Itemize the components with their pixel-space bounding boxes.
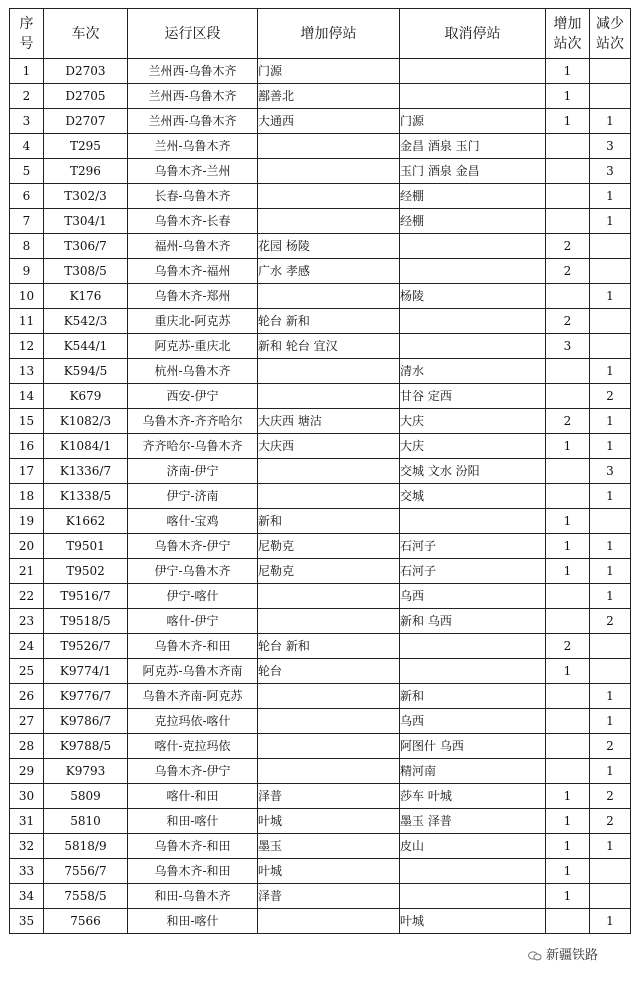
cell-added-stops: 泽普 — [258, 784, 400, 809]
cell-route: 喀什-宝鸡 — [128, 509, 258, 534]
cell-index: 28 — [10, 734, 44, 759]
cell-added-stops — [258, 484, 400, 509]
cell-index: 11 — [10, 309, 44, 334]
cell-removed-count: 1 — [590, 559, 631, 584]
cell-removed-stops: 阿图什 乌西 — [400, 734, 546, 759]
cell-added-count: 1 — [546, 434, 590, 459]
header-train: 车次 — [44, 9, 128, 59]
cell-route: 西安-伊宁 — [128, 384, 258, 409]
table-row — [10, 209, 631, 234]
table-row — [10, 184, 631, 209]
cell-added-count — [546, 609, 590, 634]
cell-train: K9776/7 — [44, 684, 128, 709]
train-stop-changes-table — [9, 8, 631, 934]
table-row — [10, 284, 631, 309]
cell-route: 乌鲁木齐-福州 — [128, 259, 258, 284]
cell-removed-stops: 莎车 叶城 — [400, 784, 546, 809]
cell-added-stops — [258, 159, 400, 184]
cell-removed-count: 2 — [590, 784, 631, 809]
cell-added-count: 3 — [546, 334, 590, 359]
cell-added-count — [546, 459, 590, 484]
cell-route: 和田-喀什 — [128, 809, 258, 834]
cell-index: 2 — [10, 84, 44, 109]
cell-index: 16 — [10, 434, 44, 459]
cell-removed-count: 3 — [590, 459, 631, 484]
cell-index: 22 — [10, 584, 44, 609]
cell-removed-count — [590, 309, 631, 334]
cell-route: 伊宁-济南 — [128, 484, 258, 509]
cell-train: K9774/1 — [44, 659, 128, 684]
cell-index: 17 — [10, 459, 44, 484]
cell-train: K9788/5 — [44, 734, 128, 759]
cell-removed-stops: 清水 — [400, 359, 546, 384]
cell-added-count: 2 — [546, 409, 590, 434]
table-row — [10, 709, 631, 734]
cell-added-stops: 大通西 — [258, 109, 400, 134]
cell-added-count: 1 — [546, 834, 590, 859]
cell-removed-stops — [400, 334, 546, 359]
cell-removed-count: 2 — [590, 809, 631, 834]
cell-train: D2705 — [44, 84, 128, 109]
cell-index: 24 — [10, 634, 44, 659]
cell-removed-count: 2 — [590, 609, 631, 634]
cell-added-count: 2 — [546, 309, 590, 334]
cell-added-count — [546, 184, 590, 209]
header-index: 序号 — [10, 9, 44, 59]
cell-index: 1 — [10, 59, 44, 84]
cell-added-stops: 轮台 新和 — [258, 634, 400, 659]
table-row — [10, 459, 631, 484]
cell-added-count: 1 — [546, 884, 590, 909]
cell-removed-stops — [400, 859, 546, 884]
cell-removed-count: 1 — [590, 534, 631, 559]
cell-added-stops: 墨玉 — [258, 834, 400, 859]
cell-added-count: 1 — [546, 534, 590, 559]
cell-index: 21 — [10, 559, 44, 584]
cell-added-count: 2 — [546, 234, 590, 259]
cell-removed-stops: 经棚 — [400, 209, 546, 234]
cell-added-count — [546, 159, 590, 184]
cell-added-count — [546, 284, 590, 309]
cell-route: 克拉玛依-喀什 — [128, 709, 258, 734]
cell-added-stops — [258, 459, 400, 484]
cell-train: K1084/1 — [44, 434, 128, 459]
cell-index: 10 — [10, 284, 44, 309]
table-row — [10, 634, 631, 659]
cell-added-stops: 新和 轮台 宜汉 — [258, 334, 400, 359]
cell-index: 5 — [10, 159, 44, 184]
table-row — [10, 84, 631, 109]
cell-index: 32 — [10, 834, 44, 859]
cell-removed-count — [590, 259, 631, 284]
cell-route: 济南-伊宁 — [128, 459, 258, 484]
table-row — [10, 834, 631, 859]
cell-route: 喀什-和田 — [128, 784, 258, 809]
cell-train: 7556/7 — [44, 859, 128, 884]
cell-removed-stops: 新和 — [400, 684, 546, 709]
cell-train: K9786/7 — [44, 709, 128, 734]
cell-index: 14 — [10, 384, 44, 409]
cell-train: T308/5 — [44, 259, 128, 284]
cell-added-count: 1 — [546, 59, 590, 84]
cell-added-stops: 大庆西 塘沽 — [258, 409, 400, 434]
table-row — [10, 234, 631, 259]
cell-index: 4 — [10, 134, 44, 159]
table-row — [10, 534, 631, 559]
cell-removed-stops: 门源 — [400, 109, 546, 134]
cell-removed-stops: 精河南 — [400, 759, 546, 784]
table-row — [10, 809, 631, 834]
cell-index: 3 — [10, 109, 44, 134]
table-row — [10, 134, 631, 159]
table-row — [10, 684, 631, 709]
table-row — [10, 109, 631, 134]
cell-index: 13 — [10, 359, 44, 384]
cell-removed-stops: 石河子 — [400, 534, 546, 559]
table-row — [10, 759, 631, 784]
cell-train: K544/1 — [44, 334, 128, 359]
cell-removed-count: 1 — [590, 684, 631, 709]
cell-removed-stops: 金昌 酒泉 玉门 — [400, 134, 546, 159]
cell-route: 福州-乌鲁木齐 — [128, 234, 258, 259]
cell-train: T9518/5 — [44, 609, 128, 634]
cell-removed-count: 1 — [590, 409, 631, 434]
table-row — [10, 659, 631, 684]
cell-removed-count: 2 — [590, 734, 631, 759]
cell-added-stops: 尼勒克 — [258, 534, 400, 559]
cell-removed-stops — [400, 884, 546, 909]
cell-index: 15 — [10, 409, 44, 434]
cell-added-stops — [258, 709, 400, 734]
table-row — [10, 259, 631, 284]
cell-added-count — [546, 734, 590, 759]
cell-index: 27 — [10, 709, 44, 734]
cell-removed-stops: 大庆 — [400, 434, 546, 459]
cell-train: 5810 — [44, 809, 128, 834]
cell-train: T302/3 — [44, 184, 128, 209]
cell-train: D2707 — [44, 109, 128, 134]
cell-added-stops — [258, 759, 400, 784]
cell-removed-stops: 大庆 — [400, 409, 546, 434]
cell-added-count: 1 — [546, 659, 590, 684]
cell-added-count: 1 — [546, 509, 590, 534]
header-removed-stops: 取消停站 — [400, 9, 546, 59]
cell-train: T304/1 — [44, 209, 128, 234]
cell-added-stops — [258, 284, 400, 309]
cell-train: 5818/9 — [44, 834, 128, 859]
cell-removed-count: 1 — [590, 359, 631, 384]
cell-index: 6 — [10, 184, 44, 209]
table-row — [10, 484, 631, 509]
cell-removed-stops: 玉门 酒泉 金昌 — [400, 159, 546, 184]
cell-added-stops — [258, 184, 400, 209]
cell-removed-count — [590, 659, 631, 684]
table-row — [10, 559, 631, 584]
cell-removed-count: 2 — [590, 384, 631, 409]
cell-removed-count — [590, 234, 631, 259]
cell-train: D2703 — [44, 59, 128, 84]
cell-train: K9793 — [44, 759, 128, 784]
cell-index: 12 — [10, 334, 44, 359]
cell-index: 33 — [10, 859, 44, 884]
cell-train: T306/7 — [44, 234, 128, 259]
cell-removed-count: 1 — [590, 184, 631, 209]
watermark — [528, 944, 598, 963]
cell-removed-stops — [400, 309, 546, 334]
cell-added-count — [546, 684, 590, 709]
cell-added-count — [546, 584, 590, 609]
cell-train: K679 — [44, 384, 128, 409]
header-removed-count: 减少站次 — [590, 9, 631, 59]
cell-removed-count — [590, 59, 631, 84]
cell-index: 8 — [10, 234, 44, 259]
cell-added-stops — [258, 909, 400, 934]
cell-train: T295 — [44, 134, 128, 159]
cell-route: 阿克苏-重庆北 — [128, 334, 258, 359]
cell-added-stops: 广水 孝感 — [258, 259, 400, 284]
cell-route: 兰州西-乌鲁木齐 — [128, 59, 258, 84]
cell-train: 5809 — [44, 784, 128, 809]
cell-removed-count: 1 — [590, 759, 631, 784]
cell-index: 18 — [10, 484, 44, 509]
cell-removed-stops: 乌西 — [400, 709, 546, 734]
cell-added-count: 1 — [546, 109, 590, 134]
cell-route: 乌鲁木齐-和田 — [128, 834, 258, 859]
cell-removed-count: 1 — [590, 434, 631, 459]
cell-added-stops — [258, 584, 400, 609]
cell-added-count — [546, 909, 590, 934]
cell-removed-count — [590, 84, 631, 109]
cell-route: 乌鲁木齐-齐齐哈尔 — [128, 409, 258, 434]
cell-added-stops — [258, 384, 400, 409]
table-header-row — [10, 9, 631, 59]
cell-added-count: 1 — [546, 809, 590, 834]
cell-train: K542/3 — [44, 309, 128, 334]
header-added-stops: 增加停站 — [258, 9, 400, 59]
cell-added-stops: 新和 — [258, 509, 400, 534]
cell-removed-stops: 乌西 — [400, 584, 546, 609]
cell-train: K176 — [44, 284, 128, 309]
table-row — [10, 509, 631, 534]
table-row — [10, 384, 631, 409]
cell-train: T9502 — [44, 559, 128, 584]
cell-added-stops — [258, 359, 400, 384]
cell-train: T9516/7 — [44, 584, 128, 609]
cell-route: 乌鲁木齐-郑州 — [128, 284, 258, 309]
cell-index: 25 — [10, 659, 44, 684]
cell-removed-stops: 杨陵 — [400, 284, 546, 309]
cell-removed-count: 3 — [590, 159, 631, 184]
cell-removed-count: 1 — [590, 709, 631, 734]
cell-removed-stops: 石河子 — [400, 559, 546, 584]
cell-removed-stops — [400, 84, 546, 109]
cell-added-stops: 泽普 — [258, 884, 400, 909]
cell-added-count — [546, 359, 590, 384]
table-row — [10, 734, 631, 759]
cell-route: 重庆北-阿克苏 — [128, 309, 258, 334]
cell-route: 乌鲁木齐-伊宁 — [128, 759, 258, 784]
cell-index: 29 — [10, 759, 44, 784]
table-row — [10, 884, 631, 909]
table-row — [10, 859, 631, 884]
cell-train: K594/5 — [44, 359, 128, 384]
cell-added-stops: 花园 杨陵 — [258, 234, 400, 259]
cell-index: 19 — [10, 509, 44, 534]
cell-added-count — [546, 209, 590, 234]
cell-route: 长春-乌鲁木齐 — [128, 184, 258, 209]
cell-removed-stops: 皮山 — [400, 834, 546, 859]
cell-added-count: 2 — [546, 259, 590, 284]
watermark-text: 新疆铁路 — [546, 948, 599, 963]
cell-route: 乌鲁木齐-长春 — [128, 209, 258, 234]
cell-index: 30 — [10, 784, 44, 809]
cell-route: 兰州-乌鲁木齐 — [128, 134, 258, 159]
cell-index: 7 — [10, 209, 44, 234]
cell-route: 和田-喀什 — [128, 909, 258, 934]
table-row — [10, 909, 631, 934]
header-added-count: 增加站次 — [546, 9, 590, 59]
cell-index: 9 — [10, 259, 44, 284]
cell-index: 31 — [10, 809, 44, 834]
cell-index: 34 — [10, 884, 44, 909]
cell-route: 兰州西-乌鲁木齐 — [128, 109, 258, 134]
cell-removed-count: 1 — [590, 209, 631, 234]
cell-route: 喀什-克拉玛依 — [128, 734, 258, 759]
cell-route: 伊宁-乌鲁木齐 — [128, 559, 258, 584]
cell-train: T296 — [44, 159, 128, 184]
cell-route: 兰州西-乌鲁木齐 — [128, 84, 258, 109]
cell-added-count: 1 — [546, 784, 590, 809]
cell-route: 乌鲁木齐-和田 — [128, 634, 258, 659]
cell-added-count: 1 — [546, 559, 590, 584]
cell-added-stops: 轮台 — [258, 659, 400, 684]
table-row — [10, 159, 631, 184]
cell-added-stops: 叶城 — [258, 809, 400, 834]
cell-removed-count — [590, 884, 631, 909]
cell-removed-stops: 交城 文水 汾阳 — [400, 459, 546, 484]
cell-added-stops: 叶城 — [258, 859, 400, 884]
cell-index: 26 — [10, 684, 44, 709]
cell-added-count — [546, 134, 590, 159]
cell-added-count — [546, 709, 590, 734]
cell-removed-count: 1 — [590, 484, 631, 509]
table-row — [10, 584, 631, 609]
cell-train: 7566 — [44, 909, 128, 934]
cell-removed-stops — [400, 59, 546, 84]
cell-index: 35 — [10, 909, 44, 934]
table-row — [10, 59, 631, 84]
table-row — [10, 609, 631, 634]
cell-route: 喀什-伊宁 — [128, 609, 258, 634]
cell-removed-count: 1 — [590, 284, 631, 309]
table-row — [10, 409, 631, 434]
wechat-icon — [528, 951, 542, 961]
cell-route: 乌鲁木齐-伊宁 — [128, 534, 258, 559]
cell-added-stops — [258, 209, 400, 234]
cell-removed-stops — [400, 659, 546, 684]
cell-removed-stops: 叶城 — [400, 909, 546, 934]
cell-added-count — [546, 759, 590, 784]
cell-removed-count — [590, 509, 631, 534]
cell-removed-stops: 经棚 — [400, 184, 546, 209]
cell-route: 伊宁-喀什 — [128, 584, 258, 609]
cell-train: 7558/5 — [44, 884, 128, 909]
cell-route: 和田-乌鲁木齐 — [128, 884, 258, 909]
cell-added-stops: 门源 — [258, 59, 400, 84]
cell-route: 乌鲁木齐-兰州 — [128, 159, 258, 184]
table-row — [10, 434, 631, 459]
cell-removed-stops — [400, 509, 546, 534]
cell-train: K1338/5 — [44, 484, 128, 509]
cell-route: 齐齐哈尔-乌鲁木齐 — [128, 434, 258, 459]
cell-removed-stops — [400, 259, 546, 284]
cell-added-stops: 尼勒克 — [258, 559, 400, 584]
cell-train: K1082/3 — [44, 409, 128, 434]
cell-added-count: 1 — [546, 84, 590, 109]
cell-route: 乌鲁木齐南-阿克苏 — [128, 684, 258, 709]
cell-train: K1662 — [44, 509, 128, 534]
cell-route: 杭州-乌鲁木齐 — [128, 359, 258, 384]
cell-added-stops: 轮台 新和 — [258, 309, 400, 334]
cell-added-stops — [258, 684, 400, 709]
cell-removed-stops: 甘谷 定西 — [400, 384, 546, 409]
table-row — [10, 359, 631, 384]
cell-route: 阿克苏-乌鲁木齐南 — [128, 659, 258, 684]
cell-removed-count — [590, 859, 631, 884]
table-row — [10, 784, 631, 809]
cell-index: 20 — [10, 534, 44, 559]
cell-removed-stops — [400, 634, 546, 659]
cell-removed-stops: 新和 乌西 — [400, 609, 546, 634]
cell-added-stops — [258, 734, 400, 759]
header-route: 运行区段 — [128, 9, 258, 59]
table-row — [10, 309, 631, 334]
cell-added-stops: 鄯善北 — [258, 84, 400, 109]
cell-added-stops — [258, 134, 400, 159]
cell-index: 23 — [10, 609, 44, 634]
cell-removed-count: 3 — [590, 134, 631, 159]
cell-added-stops — [258, 609, 400, 634]
cell-removed-stops: 交城 — [400, 484, 546, 509]
cell-removed-count — [590, 634, 631, 659]
table-row — [10, 334, 631, 359]
cell-removed-count: 1 — [590, 584, 631, 609]
cell-removed-count: 1 — [590, 109, 631, 134]
cell-added-stops: 大庆西 — [258, 434, 400, 459]
cell-removed-stops: 墨玉 泽普 — [400, 809, 546, 834]
cell-removed-count: 1 — [590, 834, 631, 859]
cell-train: T9501 — [44, 534, 128, 559]
cell-removed-stops — [400, 234, 546, 259]
cell-train: K1336/7 — [44, 459, 128, 484]
cell-added-count — [546, 484, 590, 509]
cell-route: 乌鲁木齐-和田 — [128, 859, 258, 884]
cell-removed-count: 1 — [590, 909, 631, 934]
cell-train: T9526/7 — [44, 634, 128, 659]
cell-added-count — [546, 384, 590, 409]
cell-added-count: 2 — [546, 634, 590, 659]
cell-added-count: 1 — [546, 859, 590, 884]
cell-removed-count — [590, 334, 631, 359]
